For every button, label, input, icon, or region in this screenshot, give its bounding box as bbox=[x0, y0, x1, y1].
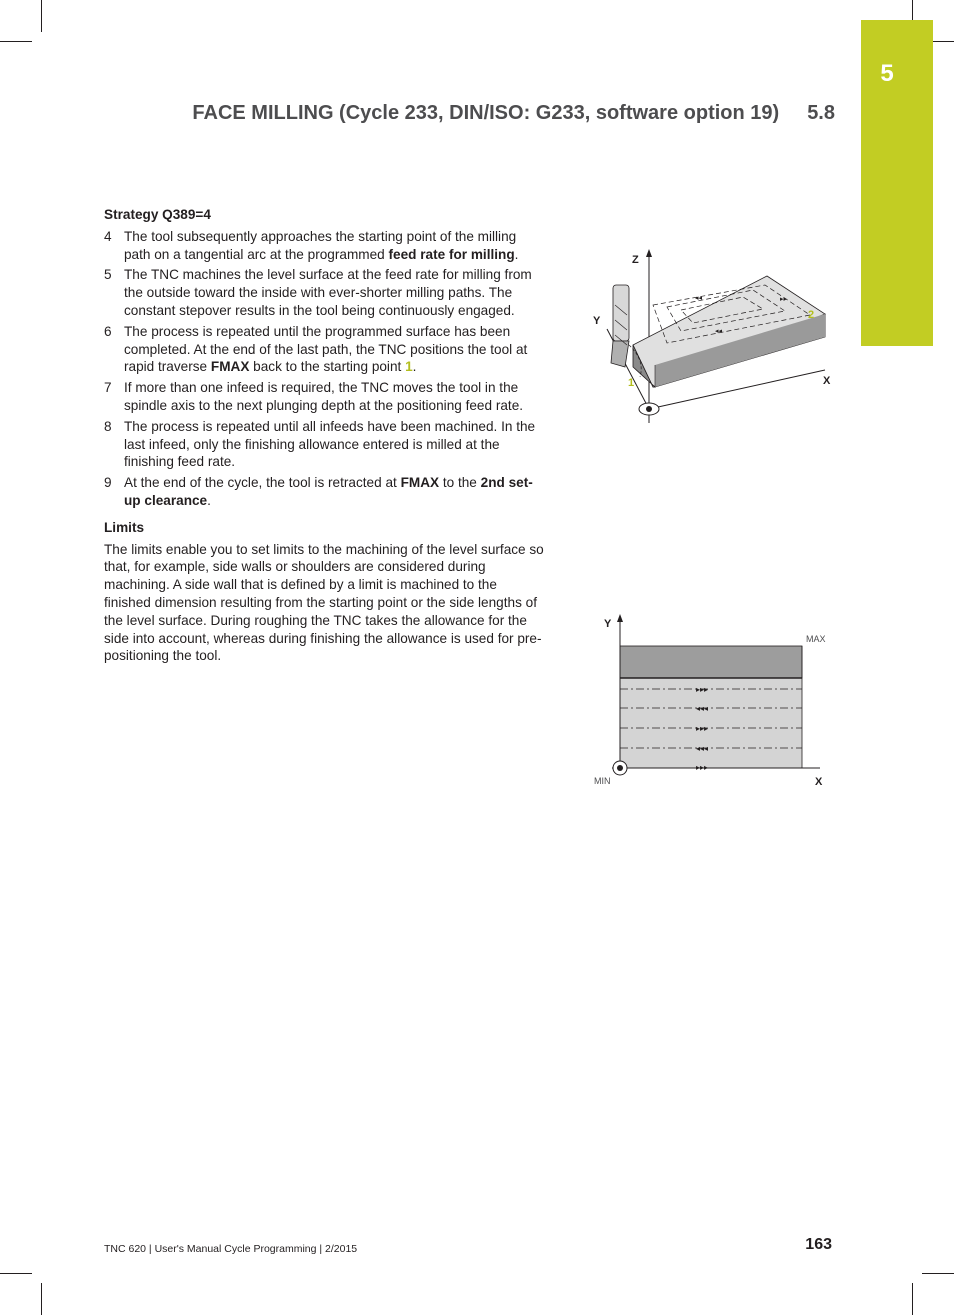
point-label-2: 2 bbox=[808, 309, 815, 321]
step-text: to the bbox=[439, 475, 481, 491]
list-item bbox=[104, 418, 544, 471]
crop-mark bbox=[41, 0, 42, 32]
step-bold: FMAX bbox=[400, 475, 440, 491]
crop-mark bbox=[922, 1273, 954, 1274]
list-item bbox=[104, 266, 544, 319]
steps-list bbox=[104, 228, 544, 510]
step-bold: 2nd set-up clearance bbox=[124, 475, 533, 508]
limit-wall-area bbox=[620, 646, 802, 678]
running-header bbox=[150, 102, 835, 125]
page-number: 163 bbox=[805, 1236, 832, 1253]
point-highlight: 1 bbox=[405, 359, 413, 375]
axis-label-z: Z bbox=[632, 254, 639, 266]
figure-limits bbox=[590, 612, 835, 792]
crop-mark bbox=[912, 1283, 913, 1315]
crop-mark bbox=[41, 1283, 42, 1315]
list-item bbox=[104, 228, 544, 264]
path-arrows: ◂◂ bbox=[715, 328, 723, 335]
path-arrows: ◂◂ bbox=[695, 295, 703, 302]
step-bold: feed rate for milling bbox=[388, 246, 515, 262]
step-text: back to the starting point bbox=[249, 359, 406, 375]
z-arrow bbox=[646, 249, 652, 257]
crop-mark bbox=[0, 1273, 32, 1274]
start-point-dot bbox=[617, 765, 623, 771]
axis-label-x: X bbox=[815, 776, 823, 788]
footer-text: TNC 620 | User's Manual Cycle Programming | 2/2015 bbox=[104, 1243, 358, 1255]
step-number: 6 bbox=[104, 323, 112, 339]
main-text bbox=[104, 206, 544, 665]
step-text: The TNC machines the level surface at the feed rate for milling from the outside toward the inside with ever-shorter milling paths. The constant stepover results in the tool being continuously engaged. bbox=[124, 267, 532, 318]
list-item bbox=[104, 323, 544, 376]
chapter-number: 5 bbox=[880, 60, 894, 87]
step-number: 9 bbox=[104, 475, 112, 491]
step-text: The process is repeated until all infeeds have been machined. In the last infeed, only the finishing allowance entered is milled at the finishing feed rate. bbox=[124, 418, 536, 470]
header-section: 5.8 bbox=[807, 102, 835, 124]
step-number: 8 bbox=[104, 418, 112, 434]
step-text: . bbox=[207, 492, 211, 508]
point-label-1: 1 bbox=[628, 377, 635, 389]
crop-mark bbox=[0, 41, 32, 42]
header-title: FACE MILLING (Cycle 233, DIN/ISO: G233, software option 19) bbox=[192, 102, 780, 124]
step-bold: FMAX bbox=[210, 359, 250, 375]
step-text: . bbox=[514, 246, 519, 262]
figure-limits-svg bbox=[590, 612, 835, 792]
step-text: . bbox=[412, 359, 417, 375]
strategy-heading: Strategy Q389=4 bbox=[104, 207, 211, 222]
path-arrows: ▸▸▸ bbox=[696, 724, 709, 733]
step-text: The process is repeated until the programmed surface has been completed. At the end of the last path, the TNC positions the tool at rapid traverse bbox=[124, 323, 528, 375]
figure-3d-workpiece bbox=[585, 245, 835, 430]
list-item bbox=[104, 379, 544, 415]
surface-area bbox=[620, 678, 802, 768]
max-label: MAX bbox=[806, 634, 826, 644]
y-arrow bbox=[617, 614, 623, 622]
start-point-dot bbox=[646, 406, 652, 412]
step-text: At the end of the cycle, the tool is retracted at bbox=[124, 475, 401, 491]
path-arrows: ◂◂◂ bbox=[696, 704, 709, 713]
axis-label-y: Y bbox=[593, 315, 601, 327]
step-number: 7 bbox=[104, 380, 112, 396]
step-text: If more than one infeed is required, the TNC moves the tool in the spindle axis to the next plunging depth at the positioning feed rate. bbox=[124, 380, 524, 413]
limits-paragraph: The limits enable you to set limits to the machining of the level surface so that, for example, side walls or shoulders are considered during machining. A side wall that is defined by a limit is machined to the finished dimension resulting from the starting point or the side lengths of the level surface. During roughing the TNC takes the allowance for the side into account, whereas during finishing the allowance is used for pre-positioning the tool. bbox=[104, 541, 544, 664]
path-arrows: ◂◂◂ bbox=[696, 744, 709, 753]
step-number: 5 bbox=[104, 267, 112, 283]
step-text: The tool subsequently approaches the starting point of the milling path on a tangential arc at the programmed bbox=[124, 228, 517, 262]
path-arrows: ▸▸▸ bbox=[696, 763, 709, 772]
axis-label-x: X bbox=[823, 375, 831, 387]
figure-3d-svg bbox=[585, 245, 835, 430]
step-number: 4 bbox=[104, 228, 112, 244]
milling-tool-icon bbox=[611, 285, 629, 367]
list-item bbox=[104, 474, 544, 510]
path-arrows: ▸▸ bbox=[780, 296, 788, 303]
min-label: MIN bbox=[594, 776, 611, 786]
axis-label-y: Y bbox=[604, 618, 612, 630]
path-arrows: ▸▸▸ bbox=[696, 685, 709, 694]
limits-heading: Limits bbox=[104, 519, 145, 535]
